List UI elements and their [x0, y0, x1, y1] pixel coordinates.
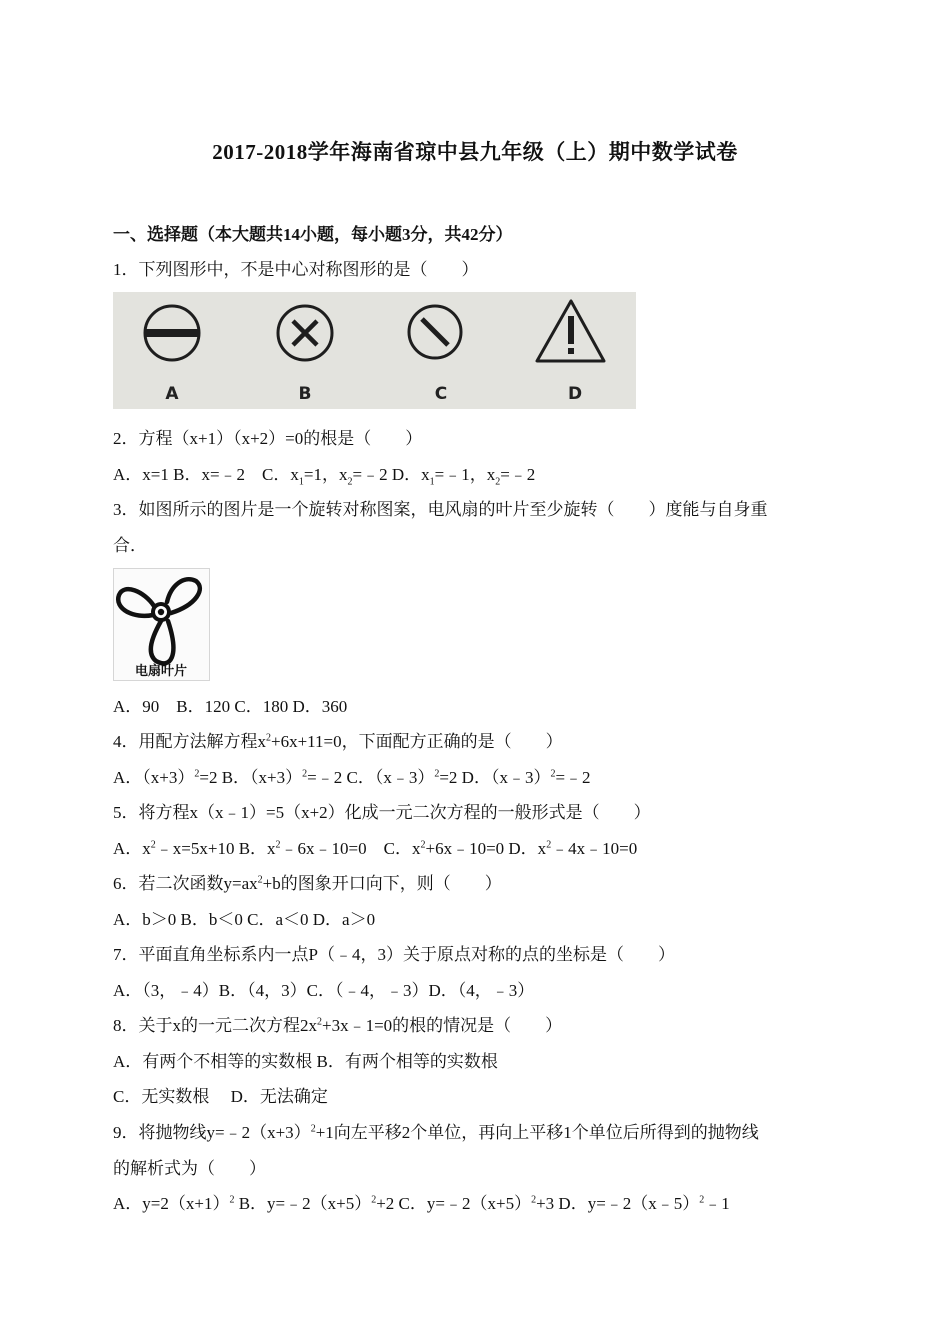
question-5-stem: 5．将方程x（x﹣1）=5（x+2）化成一元二次方程的一般形式是（ ）: [113, 803, 651, 822]
figure-label-b: B: [298, 384, 312, 404]
question-3-stem-line2: 合．: [113, 536, 147, 555]
question-1-figure: [113, 292, 636, 409]
question-3-figure: [113, 568, 210, 681]
figure-label-c: C: [434, 384, 448, 404]
question-6-options: A．b＞0 B．b＜0 C．a＜0 D．a＞0: [113, 910, 376, 929]
question-8-stem: 8．关于x的一元二次方程$2x^2+3x﹣1=0$的根的情况是（ ）: [113, 1016, 563, 1035]
question-1-stem: 1．下列图形中，不是中心对称图形的是（ ）: [113, 260, 479, 279]
question-7-options: A．（3，﹣4）B．（4，3）C．（﹣4，﹣3）D．（4，﹣3）: [113, 981, 535, 1000]
question-9-stem-line2: 的解析式为（ ）: [113, 1159, 266, 1178]
fan-caption: 电扇叶片: [134, 664, 188, 679]
question-4-options: A．$(x+3)^2=2$ B．$(x+3)^2=﹣2$ C．（x﹣3）$^2$=2 D．（x﹣3）$^2$=﹣2: [113, 768, 591, 787]
question-2-options: A．x=1 B．x=﹣2 C．$x_1=1$，$x_2=﹣2$ D．$x_1=﹣1$，$x_2=﹣2$: [113, 465, 536, 488]
question-6-stem: 6．若二次函数$y=ax^2+b$的图象开口向下，则（ ）: [113, 874, 502, 893]
question-2-stem: 2．方程（x+1）（x+2）=0的根是（ ）: [113, 429, 423, 448]
figure-label-a: A: [165, 384, 179, 404]
question-3-options: A．90 B．120 C．180 D．360: [113, 697, 348, 716]
question-9-stem-line1: 9．将抛物线$y=﹣2(x+3)^2+1$向左平移2个单位，再向上平移1个单位后所得到的抛物线: [113, 1123, 759, 1142]
page-title: 2017-2018学年海南省琼中县九年级（上）期中数学试卷: [212, 140, 738, 164]
warning-triangle-icon: [537, 301, 604, 361]
question-4-stem: 4．用配方法解方程$x^2+6x+11=0$，下面配方正确的是（ ）: [113, 732, 563, 751]
section-heading: 一、选择题（本大题共14小题，每小题3分，共42分）: [113, 225, 513, 244]
figure-label-d: D: [567, 384, 583, 404]
question-9-options: A．$y=2(x+1)^2$ B．$y=﹣2(x+5)^2+2$ C．$y=﹣2(x+5)^2+3$ D．y=﹣2（x﹣5）$^2$﹣1: [113, 1194, 730, 1213]
question-8-options-line2: C．无实数根 D．无法确定: [113, 1087, 328, 1106]
fan-hub-icon: [151, 602, 171, 622]
symbols-figure: [113, 292, 636, 409]
circle-bar-icon: [145, 306, 199, 360]
circle-x-icon: [278, 306, 332, 360]
question-7-stem: 7．平面直角坐标系内一点P（﹣4，3）关于原点对称的点的坐标是（ ）: [113, 945, 675, 964]
fan-figure: [114, 569, 209, 680]
question-8-options-line1: A．有两个不相等的实数根 B．有两个相等的实数根: [113, 1052, 498, 1071]
question-3-stem-line1: 3．如图所示的图片是一个旋转对称图案，电风扇的叶片至少旋转（ ）度能与自身重: [113, 500, 768, 519]
question-5-options: A．$x^2﹣x=5x+10$ B．$x^2﹣6x﹣10=0$ C．$x^2+6x﹣10=0$ D．$x^2﹣4x﹣10=0$: [113, 839, 638, 858]
circle-slash-icon: [409, 306, 461, 358]
